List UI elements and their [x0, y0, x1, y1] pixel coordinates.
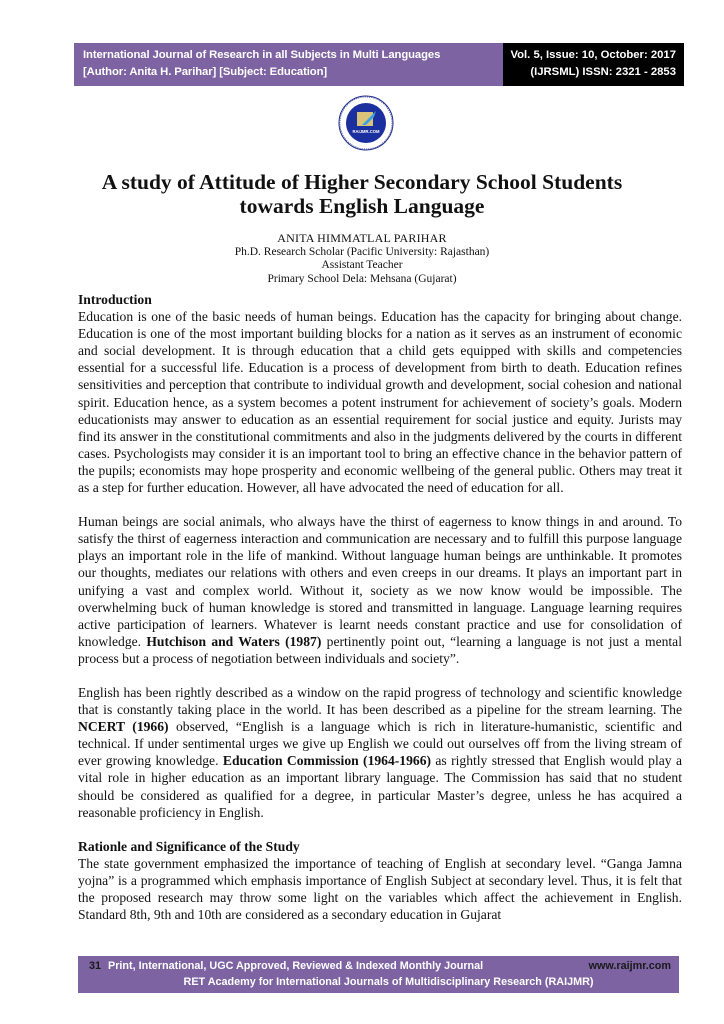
text-span: Human beings are social animals, who always have the thirst of eagerness to know things in and around. To satisfy the thirst of eagerness interaction and communication are necessary and to fulfill this purpose language plays an important role in the life of mankind. Without language human beings are unthinkable. It promotes our thoughts, mediates our relations with others and even creeps in our dreams. It plays an important part in unifying a vast and complex world. Without it, society as we now know would be impossible. The overwhelming buck of human knowledge is stored and transmitted in language. Language learning requires active participation of learners. Whatever is learnt needs constant practice and use for consolidation of knowledge.	[78, 514, 682, 649]
author-affiliation-1: Ph.D. Research Scholar (Pacific University: Rajasthan)	[234, 245, 490, 258]
paragraph-rationale-1: The state government emphasized the importance of teaching of English at secondary level. “Ganga Jamna yojna” is a programmed which emphasis importance of English Subject at secondary level. Thus, it is felt that the proposed research may throw some light on the variables which affect the achievement in English. Standard 8th, 9th and 10th are considered as a secondary education in Gujarat	[78, 855, 682, 923]
paragraph-introduction-3	[78, 684, 682, 821]
author-name: ANITA HIMMATLAL PARIHAR	[277, 231, 447, 245]
article-title	[60, 170, 664, 218]
footer-tagline: Print, International, UGC Approved, Reviewed & Indexed Monthly Journal	[108, 960, 484, 972]
text-span: as rightly stressed that English would play a vital role in higher education as an important library language. The Commission has said that no student should be considered as qualified for a degree, in particular Master’s degree, unless he has acquired a reasonable proficiency in English.	[78, 753, 682, 820]
citation-ncert: NCERT (1966)	[78, 719, 169, 735]
footer-publisher: RET Academy for International Journals of Multidisciplinary Research (RAIJMR)	[183, 976, 594, 988]
raijmr-seal-logo-icon	[338, 95, 394, 151]
title-line-1: A study of Attitude of Higher Secondary School Students	[101, 170, 623, 194]
citation-hutchison-waters: Hutchison and Waters (1987)	[146, 633, 322, 649]
author-affiliation-3: Primary School Dela: Mehsana (Gujarat)	[267, 272, 457, 285]
paragraph-introduction-1: Education is one of the basic needs of human beings. Education has the capacity for bringing about change. Education is one of the most important building blocks for a nation as it serves as an instrument of economic and social development. It is through education that a child gets equipped with skills and competencies essential for a successful life. Education is a process of development from birth to death. Education refines sensitivities and perception that contribute to individual growth and development, social cohesion and national spirit. Education hence, as a system becomes a potent instrument for achievement of society’s goals. Modern educationists may answer to education as an essential requirement for social justice and equity. Jurists may find its answer in the constitutional commitments and also in the judgments delivered by the courts in different cases. Psychologists may consider it is an important tool to bring an effective chance in the behavior pattern of the pupils; economists may hope prosperity and economic wellbeing of the general public. Others may treat it as a step for further education. However, all have advocated the need of education for all.	[78, 309, 682, 496]
section-heading-introduction: Introduction	[78, 292, 152, 307]
volume-issue: Vol. 5, Issue: 10, October: 2017	[510, 49, 676, 61]
logo-text: RAIJMR.COM	[352, 129, 380, 134]
journal-header-left	[74, 43, 503, 86]
author-block	[60, 232, 664, 286]
author-affiliation-2: Assistant Teacher	[321, 259, 403, 271]
journal-header-right	[503, 43, 684, 86]
text-span: English has been rightly described as a window on the rapid progress of technology and scientific knowledge that is constantly taking place in the world. It has been described as a pipeline for the stream learning. The	[78, 684, 682, 718]
text-span: observed, “English is a language which is rich in literature-humanistic, scientific and technical. If under sentimental urges we give up English we could out ourselves off from the living stream of ever growing knowledge.	[78, 719, 682, 769]
journal-header-bar	[74, 43, 684, 86]
page-number: 31	[89, 960, 102, 972]
article-body	[78, 291, 682, 923]
paragraph-introduction-2	[78, 513, 682, 667]
title-line-2: towards English Language	[239, 194, 485, 218]
citation-education-commission: Education Commission (1964-1966)	[222, 753, 432, 769]
website-link[interactable]: www.raijmr.com	[588, 960, 671, 972]
text-span: pertinently point out, “learning a language is not just a mental process but a process of negotiation between individuals and society”.	[78, 633, 682, 666]
journal-title: International Journal of Research in all Subjects in Multi Languages	[83, 49, 441, 61]
section-heading-rationale: Rationle and Significance of the Study	[78, 838, 300, 854]
author-subject-line: [Author: Anita H. Parihar] [Subject: Education]	[83, 66, 328, 78]
issn: (IJRSML) ISSN: 2321 - 2853	[530, 66, 676, 78]
journal-footer-bar	[78, 956, 679, 993]
